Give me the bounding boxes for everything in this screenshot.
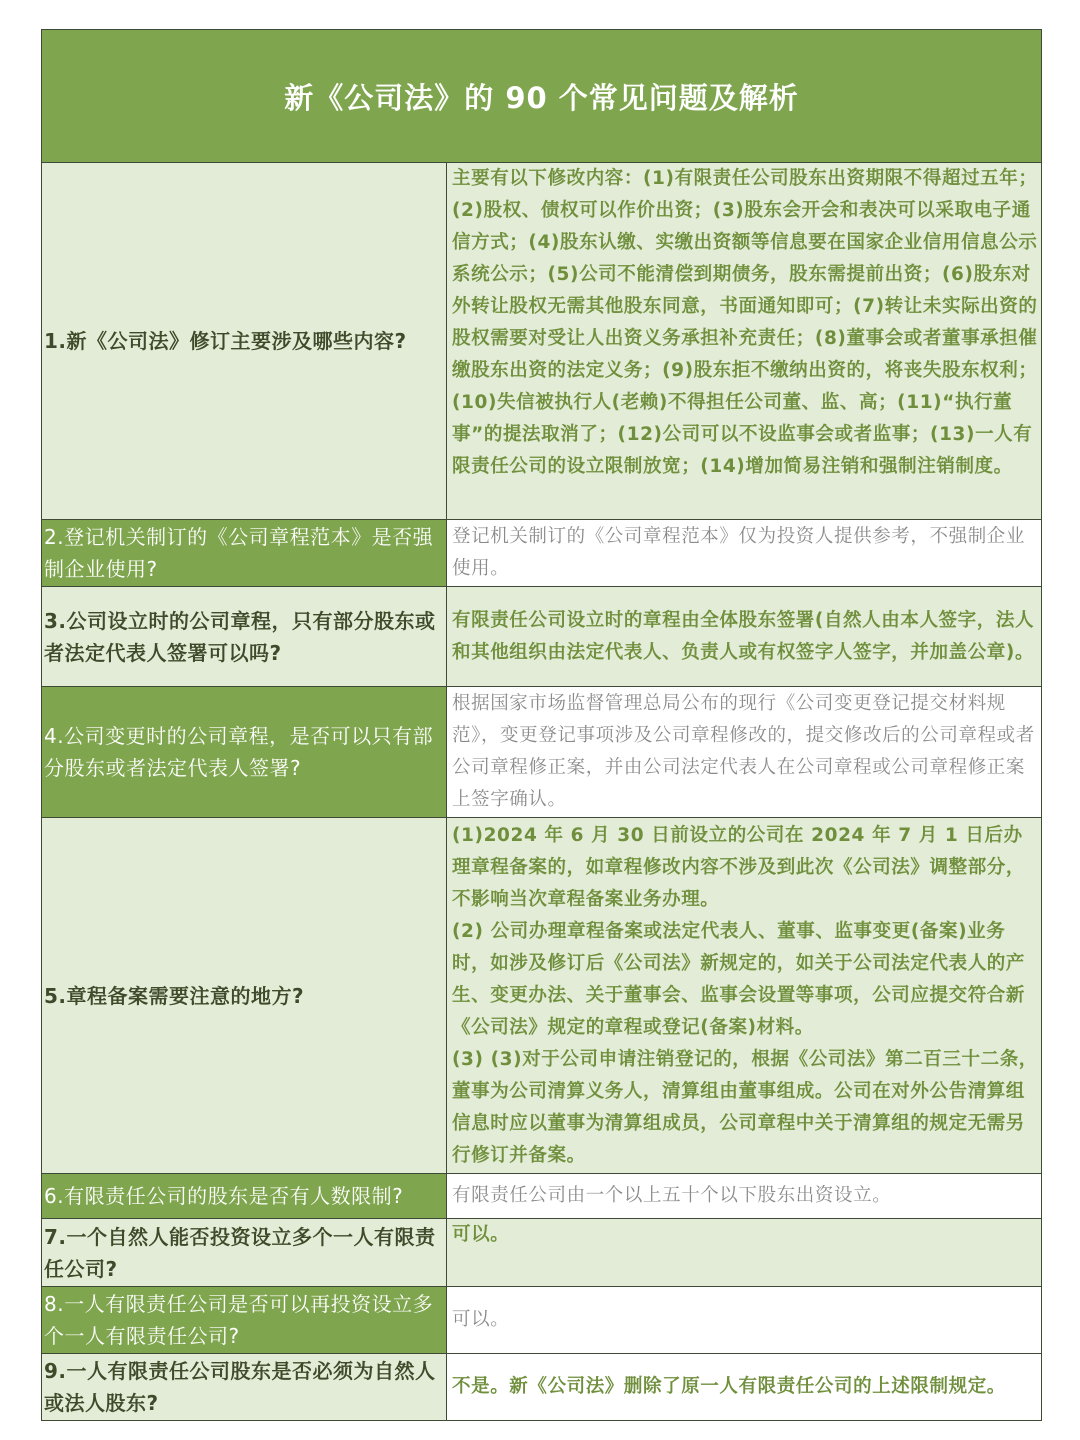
question-cell: 9.一人有限责任公司股东是否必须为自然人或法人股东?	[42, 1354, 447, 1420]
question-cell: 4.公司变更时的公司章程，是否可以只有部分股东或者法定代表人签署?	[42, 687, 447, 817]
answer-paragraph: (1)2024 年 6 月 30 日前设立的公司在 2024 年 7 月 1 日后办理章程备案的，如章程修改内容不涉及到此次《公司法》调整部分，不影响当次章程备案业务办理。	[452, 824, 1026, 910]
faq-table	[41, 29, 1042, 1421]
answer-text: 根据国家市场监督管理总局公布的现行《公司变更登记提交材料规范》，变更登记事项涉及公司章程修改的，提交修改后的公司章程或者公司章程修正案，并由公司法定代表人在公司章程或公司章程修正案上签字确认。	[452, 693, 1035, 810]
table-row	[42, 163, 1041, 520]
table-row	[42, 520, 1041, 587]
answer-paragraph: (2) 公司办理章程备案或法定代表人、董事、监事变更(备案)业务时，如涉及修订后《公司法》新规定的，如关于公司法定代表人的产生、变更办法、关于董事会、监事会设置等事项，公司应提交符合新《公司法》规定的章程或登记(备案)材料。	[452, 920, 1026, 1038]
question-cell: 3.公司设立时的公司章程，只有部分股东或者法定代表人签署可以吗?	[42, 587, 447, 686]
answer-text: 不是。新《公司法》删除了原一人有限责任公司的上述限制规定。	[452, 1376, 1006, 1397]
answer-text: 登记机关制订的《公司章程范本》仅为投资人提供参考，不强制企业使用。	[452, 526, 1026, 579]
table-row	[42, 687, 1041, 818]
question-cell: 7.一个自然人能否投资设立多个一人有限责任公司?	[42, 1219, 447, 1286]
answer-text: 有限责任公司设立时的章程由全体股东签署(自然人由本人签字，法人和其他组织由法定代表人、负责人或有权签字人签字，并加盖公章)。	[452, 609, 1035, 663]
answer-cell	[447, 1287, 1041, 1353]
answer-text: 可以。	[452, 1224, 510, 1245]
answer-text: 主要有以下修改内容：(1)有限责任公司股东出资期限不得超过五年；(2)股权、债权可以作价出资；(3)股东会开会和表决可以采取电子通信方式；(4)股东认缴、实缴出资额等信息要在国家企业信用信息公示系统公示；(5)公司不能清偿到期债务，股东需提前出资；(6)股东对外转让股权无需其他股东同意，书面通知即可；(7)转让未实际出资的股权需要对受让人出资义务承担补充责任；(8)董事会或者董事承担催缴股东出资的法定义务；(9)股东拒不缴纳出资的，将丧失股东权利；(10)失信被执行人(老赖)不得担任公司董、监、高；(11)“执行董事”的提法取消了；(12)公司可以不设监事会或者监事；(13)一人有限责任公司的设立限制放宽；(14)增加简易注销和强制注销制度。	[452, 168, 1038, 477]
question-cell: 6.有限责任公司的股东是否有人数限制?	[42, 1174, 447, 1218]
table-row	[42, 818, 1041, 1174]
table-row	[42, 587, 1041, 687]
answer-text: 有限责任公司由一个以上五十个以下股东出资设立。	[452, 1185, 892, 1206]
question-cell: 2.登记机关制订的《公司章程范本》是否强制企业使用?	[42, 520, 447, 586]
answer-cell	[447, 520, 1041, 586]
question-cell: 5.章程备案需要注意的地方?	[42, 818, 447, 1173]
answer-cell	[447, 163, 1041, 519]
answer-cell	[447, 687, 1041, 817]
question-cell: 8.一人有限责任公司是否可以再投资设立多个一人有限责任公司?	[42, 1287, 447, 1353]
table-row	[42, 1174, 1041, 1219]
answer-cell	[447, 818, 1041, 1173]
question-cell: 1.新《公司法》修订主要涉及哪些内容?	[42, 163, 447, 519]
table-title: 新《公司法》的 90 个常见问题及解析	[42, 30, 1041, 163]
answer-paragraph: (3) (3)对于公司申请注销登记的，根据《公司法》第二百三十二条，董事为公司清算义务人，清算组由董事组成。公司在对外公告清算组信息时应以董事为清算组成员，公司章程中关于清算组的规定无需另行修订并备案。	[452, 1048, 1038, 1166]
answer-cell	[447, 1354, 1041, 1420]
table-row	[42, 1287, 1041, 1354]
answer-text: 可以。	[452, 1309, 510, 1330]
answer-cell	[447, 587, 1041, 686]
answer-cell	[447, 1219, 1041, 1286]
table-row	[42, 1219, 1041, 1287]
answer-cell	[447, 1174, 1041, 1218]
table-row	[42, 1354, 1041, 1420]
